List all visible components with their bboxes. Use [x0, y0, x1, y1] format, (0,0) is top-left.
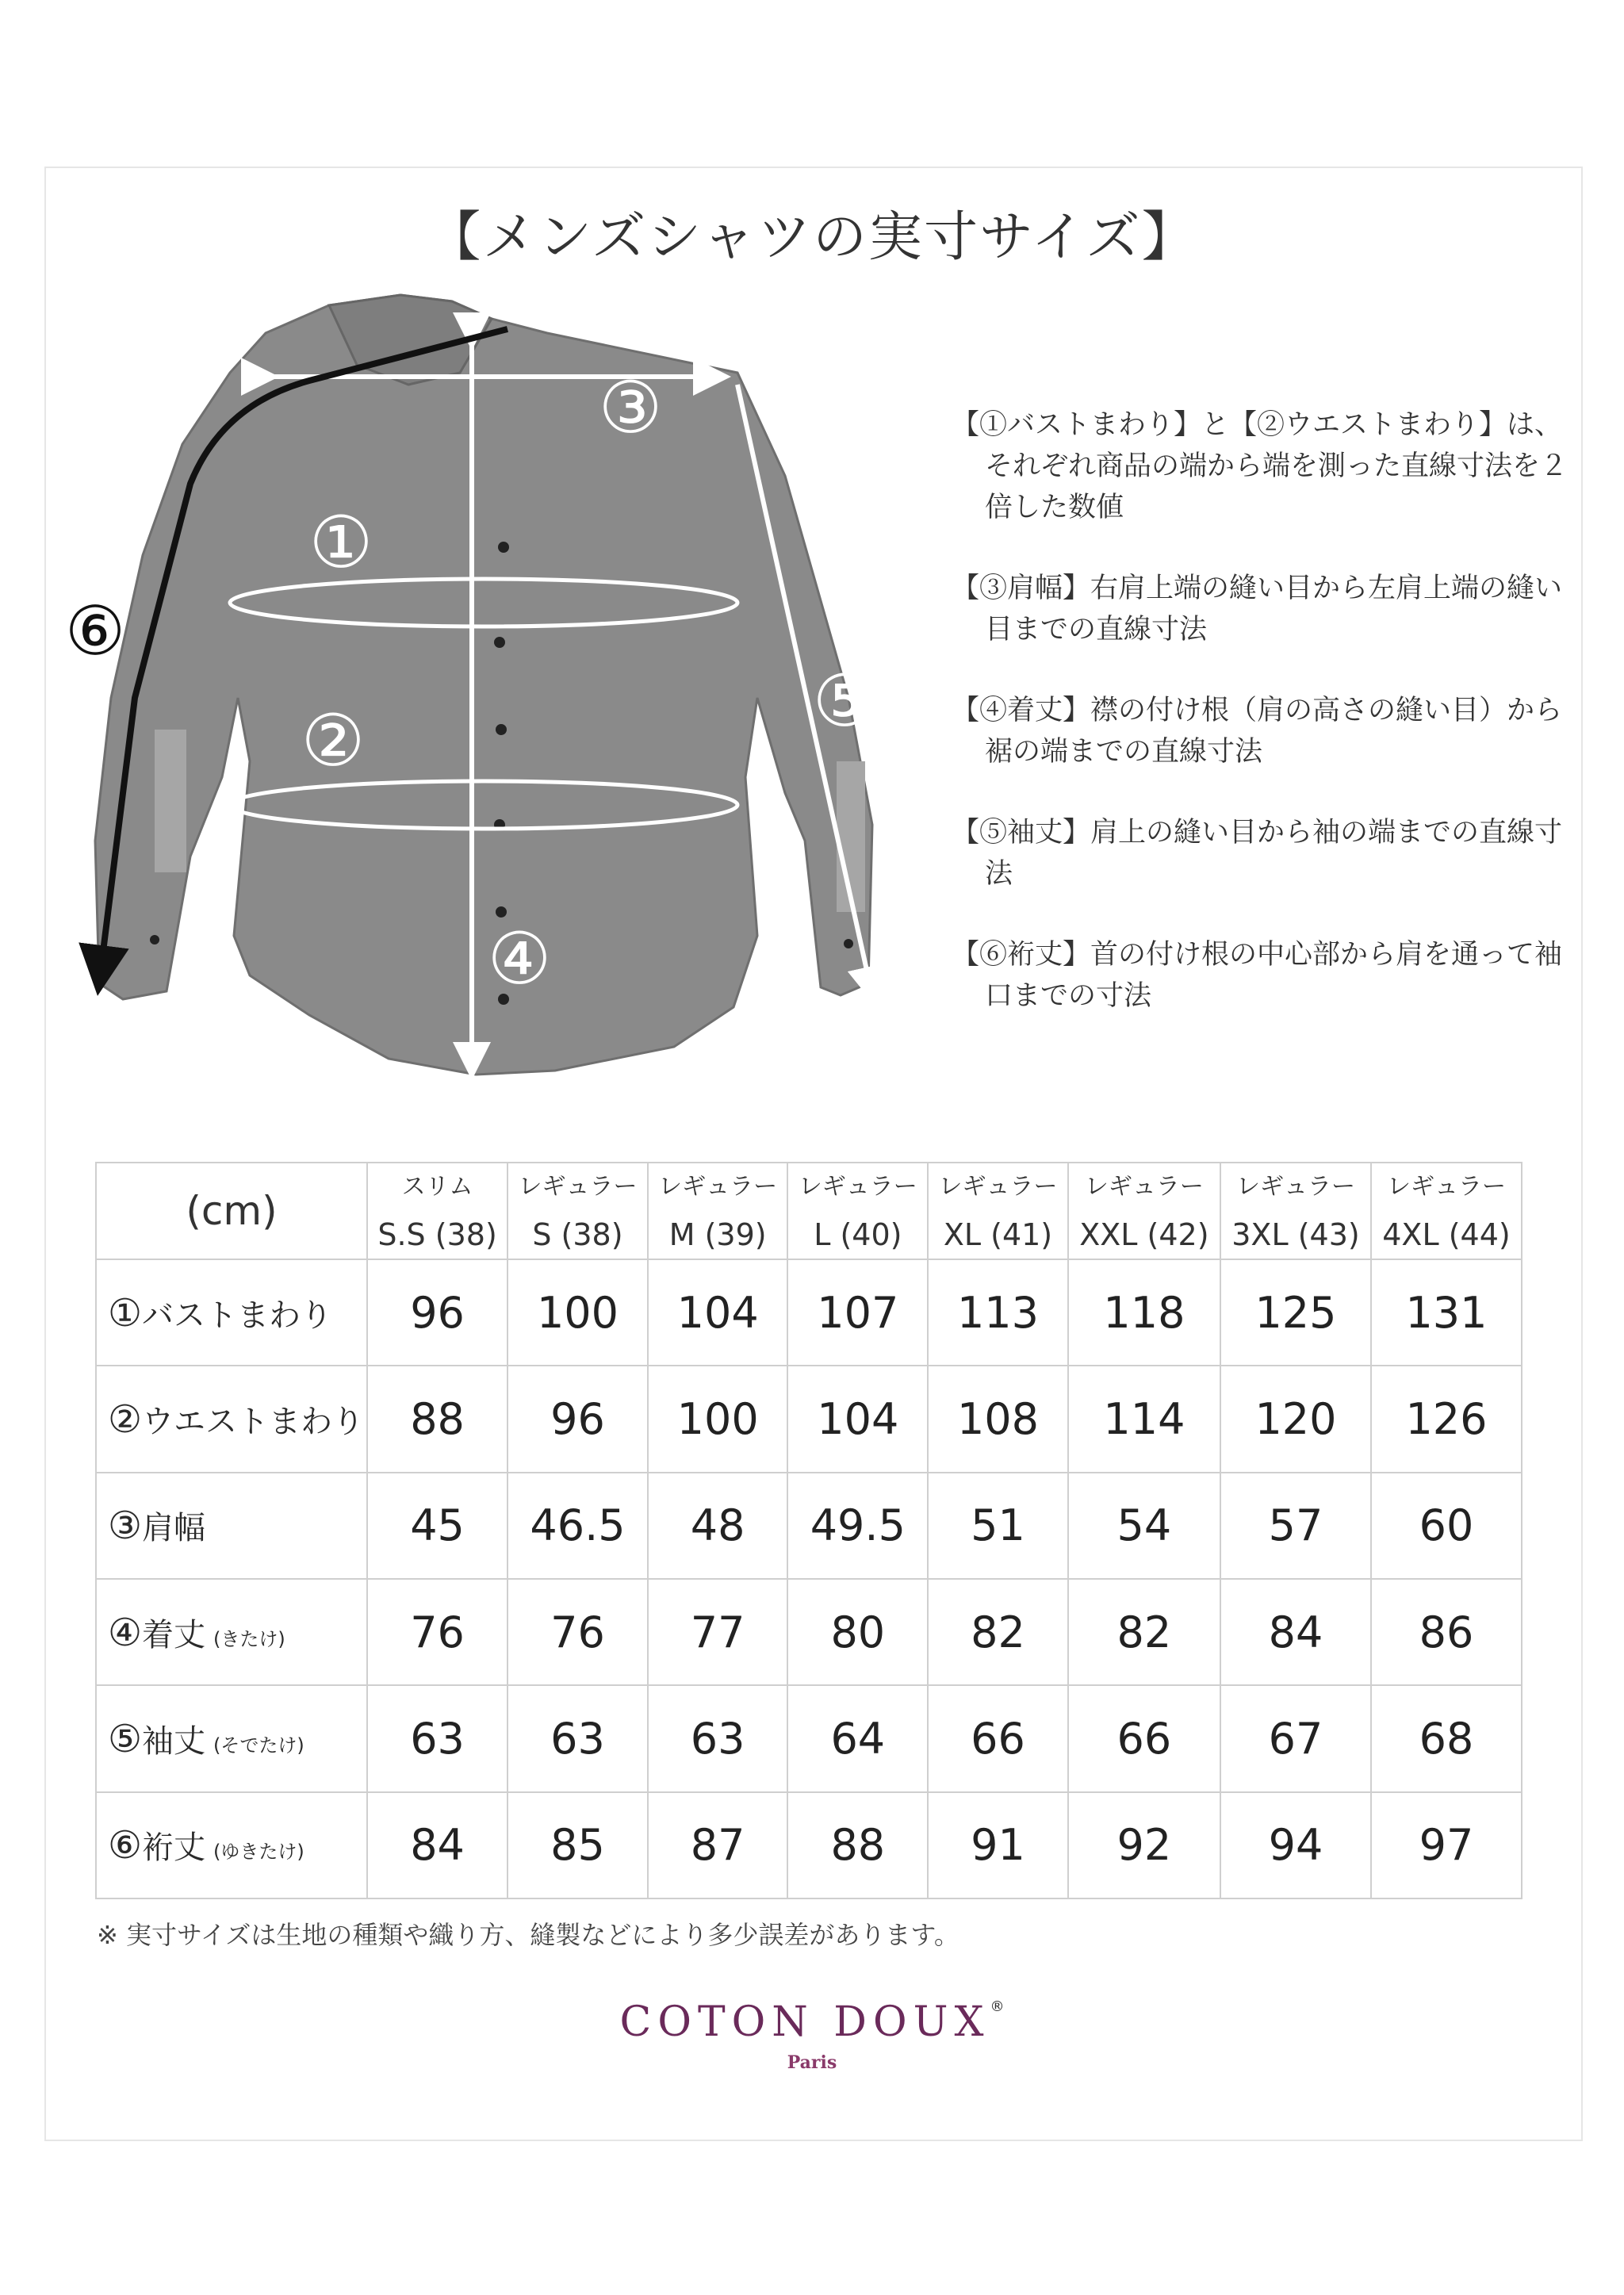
brand-name: COTON DOUX — [619, 1998, 990, 2046]
table-cell: 125 — [1220, 1259, 1371, 1366]
row-label-text: バストまわり — [142, 1297, 333, 1334]
table-cell: 88 — [367, 1366, 508, 1472]
row-label-text: 着丈 — [142, 1616, 206, 1653]
table-cell: 76 — [367, 1579, 508, 1685]
row-number: ④ — [108, 1610, 143, 1655]
page-title: 【メンズシャツの実寸サイズ】 — [427, 206, 1197, 269]
button — [494, 637, 505, 648]
table-row — [96, 1473, 1522, 1579]
table-cell: 57 — [1220, 1473, 1371, 1579]
table-cell: 54 — [1068, 1473, 1220, 1579]
table-cell: 126 — [1371, 1366, 1522, 1472]
marker-4: ④ — [487, 918, 552, 1001]
row-label-text: 裄丈 — [142, 1829, 206, 1867]
footnote: ※ 実寸サイズは生地の種類や織り方、縫製などにより多少誤差があります。 — [97, 1920, 959, 1950]
table-cell: 96 — [508, 1366, 648, 1472]
desc-sleeve: 【⑤袖丈】肩上の縫い目から袖の端までの直線寸法 — [952, 817, 1563, 890]
table-cell: 66 — [1068, 1685, 1220, 1791]
desc-shoulder: 【③肩幅】右肩上端の縫い目から左肩上端の縫い目までの直線寸法 — [952, 573, 1563, 646]
table-cell: 85 — [508, 1792, 648, 1898]
table-cell: 82 — [1068, 1579, 1220, 1685]
table-cell: 100 — [648, 1366, 788, 1472]
col-header-4xl: レギュラー 4XL (44) — [1371, 1163, 1522, 1259]
table-cell: 76 — [508, 1579, 648, 1685]
button — [496, 724, 507, 735]
table-cell: 104 — [787, 1366, 928, 1472]
table-cell: 66 — [928, 1685, 1068, 1791]
table-cell: 113 — [928, 1259, 1068, 1366]
row-label — [96, 1259, 367, 1366]
table-row — [96, 1685, 1522, 1791]
row-label-reading: (そでたけ) — [213, 1734, 304, 1757]
col-header-xl: レギュラー XL (41) — [928, 1163, 1068, 1259]
table-cell: 107 — [787, 1259, 928, 1366]
table-cell: 80 — [787, 1579, 928, 1685]
col-header-m: レギュラー M (39) — [648, 1163, 788, 1259]
left-cuff — [155, 730, 186, 872]
shirt-shape — [95, 295, 872, 1075]
row-number: ③ — [108, 1504, 143, 1549]
marker-2: ② — [301, 699, 366, 783]
row-number: ⑥ — [108, 1823, 143, 1868]
row-number: ⑤ — [108, 1716, 143, 1761]
row-label — [96, 1366, 367, 1472]
table-cell: 92 — [1068, 1792, 1220, 1898]
marker-5: ⑤ — [812, 660, 877, 743]
marker-1: ① — [308, 501, 373, 584]
table-cell: 86 — [1371, 1579, 1522, 1685]
shirt-diagram — [48, 285, 944, 1126]
button — [150, 935, 159, 944]
table-cell: 60 — [1371, 1473, 1522, 1579]
brand-reg-mark: ® — [990, 1998, 1005, 2015]
table-cell: 88 — [787, 1792, 928, 1898]
table-cell: 64 — [787, 1685, 928, 1791]
table-row — [96, 1366, 1522, 1472]
measurement-descriptions — [952, 404, 1578, 1056]
brand-logo — [0, 1998, 1624, 2073]
row-number: ① — [108, 1290, 143, 1335]
table-cell: 118 — [1068, 1259, 1220, 1366]
table-cell: 45 — [367, 1473, 508, 1579]
row-label — [96, 1792, 367, 1898]
table-cell: 87 — [648, 1792, 788, 1898]
row-label — [96, 1685, 367, 1791]
table-cell: 63 — [367, 1685, 508, 1791]
table-cell: 94 — [1220, 1792, 1371, 1898]
table-header-row — [96, 1163, 1522, 1259]
marker-6: ⑥ — [64, 592, 126, 671]
button — [844, 939, 853, 948]
table-cell: 77 — [648, 1579, 788, 1685]
row-label — [96, 1579, 367, 1685]
table-row — [96, 1579, 1522, 1685]
brand-city: Paris — [787, 2052, 837, 2073]
table-cell: 63 — [648, 1685, 788, 1791]
button — [496, 906, 507, 918]
marker-3: ③ — [598, 366, 663, 450]
col-header-s: レギュラー S (38) — [508, 1163, 648, 1259]
table-cell: 96 — [367, 1259, 508, 1366]
desc-bust-waist: 【①バストまわり】と【②ウエストまわり】は、それぞれ商品の端から端を測った直線寸法を２倍した数値 — [952, 409, 1568, 523]
table-cell: 84 — [367, 1792, 508, 1898]
table-cell: 49.5 — [787, 1473, 928, 1579]
row-label-text: 袖丈 — [142, 1722, 206, 1760]
table-cell: 67 — [1220, 1685, 1371, 1791]
table-cell: 68 — [1371, 1685, 1522, 1791]
row-label-reading: (ゆきたけ) — [213, 1841, 304, 1864]
desc-length: 【④着丈】襟の付け根（肩の高さの縫い目）から裾の端までの直線寸法 — [952, 695, 1563, 768]
table-cell: 97 — [1371, 1792, 1522, 1898]
col-header-3xl: レギュラー 3XL (43) — [1220, 1163, 1371, 1259]
table-cell: 108 — [928, 1366, 1068, 1472]
col-header-xxl: レギュラー XXL (42) — [1068, 1163, 1220, 1259]
desc-yuki: 【⑥裄丈】首の付け根の中心部から肩を通って袖口までの寸法 — [952, 939, 1563, 1012]
row-label-reading: (きたけ) — [213, 1627, 285, 1650]
table-cell: 48 — [648, 1473, 788, 1579]
button — [498, 542, 509, 553]
table-row — [96, 1792, 1522, 1898]
table-cell: 131 — [1371, 1259, 1522, 1366]
table-cell: 51 — [928, 1473, 1068, 1579]
table-cell: 63 — [508, 1685, 648, 1791]
table-cell: 100 — [508, 1259, 648, 1366]
table-row — [96, 1259, 1522, 1366]
table-cell: 46.5 — [508, 1473, 648, 1579]
row-label — [96, 1473, 367, 1579]
col-header-l: レギュラー L (40) — [787, 1163, 928, 1259]
col-header-ss: スリム S.S (38) — [367, 1163, 508, 1259]
table-cell: 84 — [1220, 1579, 1371, 1685]
table-cell: 104 — [648, 1259, 788, 1366]
table-cell: 82 — [928, 1579, 1068, 1685]
row-label-text: 肩幅 — [142, 1510, 206, 1547]
table-cell: 91 — [928, 1792, 1068, 1898]
table-cell: 114 — [1068, 1366, 1220, 1472]
row-number: ② — [108, 1397, 143, 1442]
unit-header: (cm) — [96, 1163, 367, 1259]
size-table — [95, 1162, 1522, 1899]
row-label-text: ウエストまわり — [142, 1403, 365, 1440]
table-cell: 120 — [1220, 1366, 1371, 1472]
